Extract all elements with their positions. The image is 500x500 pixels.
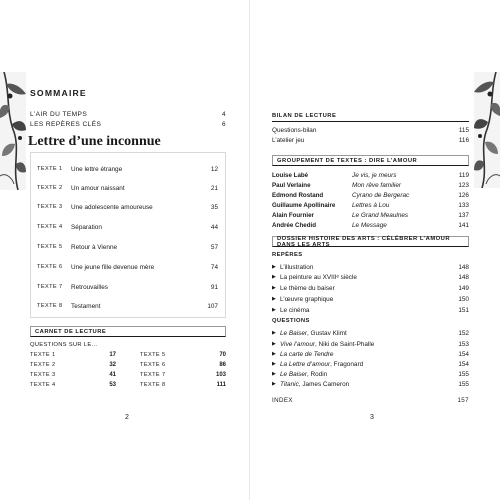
- art-question-page: 155: [458, 380, 469, 388]
- triangle-bullet-icon: ▶: [272, 361, 276, 367]
- page-number: 3: [370, 414, 374, 421]
- question-item-label: TEXTE 5: [140, 352, 166, 358]
- question-item-page: 103: [215, 372, 226, 378]
- question-item-label: TEXTE 7: [140, 372, 166, 378]
- reperes-item-page: 151: [458, 306, 469, 314]
- groupement-title: GROUPEMENT DE TEXTES : DIRE L’AMOUR: [277, 157, 418, 164]
- botanical-illustration: [0, 72, 26, 190]
- groupement-item[interactable]: [272, 170, 469, 180]
- text-item-page: 21: [210, 184, 218, 192]
- groupement-heading: [272, 155, 469, 166]
- bilan-title: BILAN DE LECTURE: [272, 113, 337, 119]
- reperes-item-text: L’œuvre graphique: [280, 295, 334, 303]
- reperes-item[interactable]: [272, 262, 469, 272]
- question-item-label: TEXTE 3: [30, 372, 56, 378]
- bilan-item[interactable]: [272, 135, 469, 145]
- artwork-title: Titanic: [280, 380, 299, 388]
- triangle-bullet-icon: ▶: [272, 371, 276, 377]
- art-question-page: 152: [458, 329, 469, 337]
- text-item-label: TEXTE 4: [37, 224, 63, 230]
- reperes-item-page: 148: [458, 273, 469, 281]
- text-item-label: TEXTE 8: [37, 303, 63, 309]
- index-label: INDEX: [272, 396, 293, 404]
- bilan-item-page: 116: [458, 136, 469, 144]
- triangle-bullet-icon: ▶: [272, 285, 276, 291]
- carnet-title: CARNET DE LECTURE: [35, 328, 107, 335]
- artwork-artist: , Fragonard: [330, 360, 364, 368]
- groupement-page: 119: [458, 171, 469, 179]
- work-title: Lettre d’une inconnue: [28, 134, 161, 149]
- reperes-item[interactable]: [272, 283, 469, 293]
- groupement-page: 126: [458, 191, 469, 199]
- text-item-title: Retrouvailles: [71, 283, 108, 291]
- reperes-item-text: Le cinéma: [280, 306, 310, 314]
- sommaire-title: SOMMAIRE: [30, 88, 87, 98]
- groupement-item[interactable]: [272, 220, 469, 230]
- question-item-page: 86: [219, 362, 226, 368]
- art-question-item[interactable]: [272, 369, 469, 379]
- bilan-item-label: L’atelier jeu: [272, 136, 305, 144]
- questions-label: QUESTIONS SUR LE…: [30, 342, 98, 348]
- text-item[interactable]: [37, 261, 218, 273]
- text-item[interactable]: [37, 201, 218, 213]
- groupement-page: 133: [458, 201, 469, 209]
- question-item[interactable]: [140, 380, 226, 390]
- groupement-work: Mon rêve familier: [352, 181, 402, 189]
- dossier-heading: [272, 236, 469, 247]
- triangle-bullet-icon: ▶: [272, 274, 276, 280]
- question-item-label: TEXTE 6: [140, 362, 166, 368]
- texts-list: [30, 152, 226, 318]
- groupement-page: 123: [458, 181, 469, 189]
- toc-item[interactable]: [30, 119, 226, 129]
- dossier-title: DOSSIER HISTOIRE DES ARTS : CÉLÉBRER L’AMOUR DANS LES ARTS: [277, 235, 451, 248]
- reperes-item[interactable]: [272, 294, 469, 304]
- groupement-author: Guillaume Apollinaire: [272, 201, 336, 209]
- reperes-item-page: 148: [458, 263, 469, 271]
- text-item-page: 35: [210, 203, 218, 211]
- text-item-label: TEXTE 2: [37, 185, 63, 191]
- text-item-page: 57: [210, 243, 218, 251]
- reperes-item-text: Le thème du baiser: [280, 284, 335, 292]
- text-item-page: 74: [210, 263, 218, 271]
- bilan-item[interactable]: [272, 125, 469, 135]
- groupement-author: Alain Fournier: [272, 211, 314, 219]
- question-item-page: 17: [109, 352, 116, 358]
- reperes-label: REPÈRES: [272, 252, 303, 258]
- groupement-page: 141: [458, 221, 469, 229]
- triangle-bullet-icon: ▶: [272, 264, 276, 270]
- question-item-page: 53: [109, 382, 116, 388]
- triangle-bullet-icon: ▶: [272, 351, 276, 357]
- right-page: [250, 0, 500, 500]
- text-item-page: 44: [210, 223, 218, 231]
- art-question-page: 155: [458, 370, 469, 378]
- bilan-heading: [272, 111, 469, 122]
- art-question-item[interactable]: [272, 349, 469, 359]
- text-item-title: Une adolescente amoureuse: [71, 203, 153, 211]
- art-question-page: 153: [458, 340, 469, 348]
- questions-arts-label: QUESTIONS: [272, 318, 310, 324]
- groupement-author: Paul Verlaine: [272, 181, 311, 189]
- triangle-bullet-icon: ▶: [272, 307, 276, 313]
- artwork-title: La Lettre d’amour: [280, 360, 331, 368]
- toc-item-label: L’AIR DU TEMPS: [30, 110, 88, 118]
- art-question-item[interactable]: [272, 339, 469, 349]
- artwork-artist: , Niki de Saint-Phalle: [315, 340, 375, 348]
- question-item[interactable]: [30, 350, 116, 360]
- reperes-item-text: La peinture au XVIIIᵉ siècle: [280, 273, 357, 281]
- index-page: 157: [457, 396, 469, 404]
- question-item-label: TEXTE 2: [30, 362, 56, 368]
- groupement-item[interactable]: [272, 190, 469, 200]
- groupement-work: Le Message: [352, 221, 387, 229]
- text-item-title: Séparation: [71, 223, 102, 231]
- reperes-item[interactable]: [272, 305, 469, 315]
- question-item-page: 32: [109, 362, 116, 368]
- text-item[interactable]: [37, 182, 218, 194]
- text-item-page: 12: [210, 165, 218, 173]
- question-item-page: 70: [219, 352, 226, 358]
- text-item[interactable]: [37, 300, 218, 312]
- triangle-bullet-icon: ▶: [272, 296, 276, 302]
- triangle-bullet-icon: ▶: [272, 341, 276, 347]
- question-item[interactable]: [30, 380, 116, 390]
- groupement-work: Lettres à Lou: [352, 201, 390, 209]
- groupement-work: Je vis, je meurs: [352, 171, 397, 179]
- art-question-item[interactable]: [272, 379, 469, 389]
- text-item-title: Un amour naissant: [71, 184, 125, 192]
- text-item-label: TEXTE 6: [37, 264, 63, 270]
- reperes-item-page: 150: [458, 295, 469, 303]
- artwork-title: Vive l’amour: [280, 340, 316, 348]
- question-item-page: 41: [109, 372, 116, 378]
- groupement-item[interactable]: [272, 200, 469, 210]
- triangle-bullet-icon: ▶: [272, 381, 276, 387]
- text-item-label: TEXTE 1: [37, 166, 63, 172]
- bilan-item-label: Questions-bilan: [272, 126, 317, 134]
- question-item[interactable]: [30, 370, 116, 380]
- reperes-item-page: 149: [458, 284, 469, 292]
- carnet-heading: [30, 326, 226, 337]
- groupement-item[interactable]: [272, 180, 469, 190]
- text-item-title: Une jeune fille devenue mère: [71, 263, 155, 271]
- groupement-work: Cyrano de Bergerac: [352, 191, 410, 199]
- text-item-title: Une lettre étrange: [71, 165, 123, 173]
- artwork-artist: , Rodin: [307, 370, 328, 378]
- artwork-title: Le Baiser: [280, 329, 307, 337]
- toc-item-page: 4: [222, 110, 226, 118]
- text-item-title: Testament: [71, 302, 101, 310]
- botanical-illustration: [474, 72, 500, 188]
- artwork-title: La carte de Tendre: [280, 350, 334, 358]
- index-item[interactable]: [272, 395, 469, 405]
- reperes-item[interactable]: [272, 272, 469, 282]
- artwork-artist: , Gustav Klimt: [307, 329, 347, 337]
- question-item-label: TEXTE 1: [30, 352, 56, 358]
- groupement-work: Le Grand Meaulnes: [352, 211, 409, 219]
- art-question-page: 154: [458, 360, 469, 368]
- question-item[interactable]: [140, 350, 226, 360]
- toc-item[interactable]: [30, 109, 226, 119]
- question-item-label: TEXTE 8: [140, 382, 166, 388]
- groupement-author: Andrée Chedid: [272, 221, 317, 229]
- text-item[interactable]: [37, 221, 218, 233]
- groupement-page: 137: [458, 211, 469, 219]
- groupement-author: Louise Labé: [272, 171, 309, 179]
- text-item[interactable]: [37, 241, 218, 253]
- text-item-title: Retour à Vienne: [71, 243, 118, 251]
- bilan-item-page: 115: [458, 126, 469, 134]
- art-question-item[interactable]: [272, 359, 469, 369]
- question-item[interactable]: [30, 360, 116, 370]
- text-item-label: TEXTE 5: [37, 244, 63, 250]
- text-item-page: 107: [207, 302, 218, 310]
- question-item-page: 111: [216, 382, 226, 388]
- question-item[interactable]: [140, 360, 226, 370]
- text-item-page: 91: [210, 283, 218, 291]
- text-item[interactable]: [37, 163, 218, 175]
- art-question-page: 154: [458, 350, 469, 358]
- toc-item-label: LES REPÈRES CLÉS: [30, 120, 102, 128]
- artwork-artist: , James Cameron: [298, 380, 350, 388]
- question-item-label: TEXTE 4: [30, 382, 56, 388]
- artwork-title: Le Baiser: [280, 370, 307, 378]
- text-item-label: TEXTE 7: [37, 284, 63, 290]
- groupement-item[interactable]: [272, 210, 469, 220]
- text-item[interactable]: [37, 281, 218, 293]
- triangle-bullet-icon: ▶: [272, 330, 276, 336]
- groupement-author: Edmond Rostand: [272, 191, 324, 199]
- text-item-label: TEXTE 3: [37, 204, 63, 210]
- reperes-item-text: L’illustration: [280, 263, 314, 271]
- page-number: 2: [125, 414, 129, 421]
- art-question-item[interactable]: [272, 328, 469, 338]
- question-item[interactable]: [140, 370, 226, 380]
- toc-item-page: 6: [222, 120, 226, 128]
